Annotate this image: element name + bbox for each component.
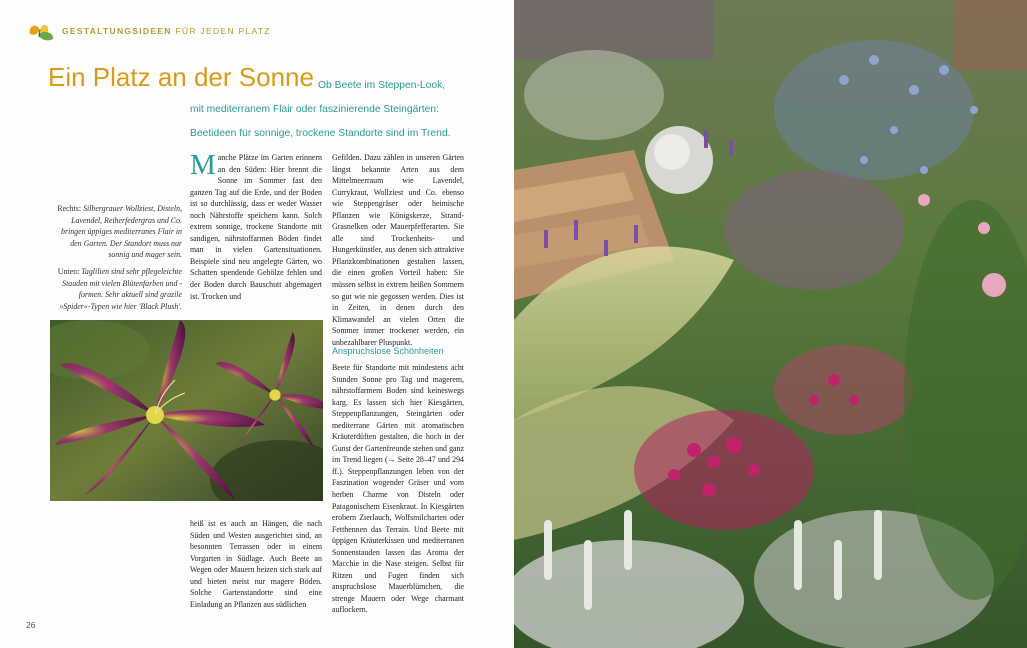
garden-photo [514,0,1027,648]
daylily-photo [50,320,323,501]
page-number: 26 [26,620,36,630]
caption-right: Rechts: Silbergrauer Wollziest, Disteln, Lavendel, Reiherfedergras und Co. bringen üppiges mediterranes Flair in den Garten. Der Standort muss nur sonnig und mager sein. [57,204,182,259]
lead-line-3: Beetideen für sonnige, trockene Standorte sind im Trend. [190,128,451,139]
section-header [26,20,271,42]
lead-line-1: Ob Beete im Steppen-Look, [318,80,446,91]
dropcap: M [190,149,216,181]
subheading: Anspruchslose Schönheiten [332,346,444,356]
section-kicker: GESTALTUNGSIDEEN FÜR JEDEN PLATZ [62,26,271,36]
butterfly-leaf-icon [26,20,56,42]
page-title: Ein Platz an der Sonne [48,62,314,92]
body-column-1-top: Manche Plätze im Garten erinnern an den Süden: Hier brennt die Sonne im Sommer fast den ganzen Tag auf die Erde, und der Boden ist so durchlässig, dass er weder Wasser noch Nährstoffe speichern kann. Solch extrem sonnige, trockene Standorte mit sandigen, nährstoffarmen Böden findet man in vielen Gartensituationen. Beispiele sind neu angelegte Gärten, wo Schatten spendende Gehölze fehlen und der Boden durch Bauschutt abgemagert ist. Trocken und [190,149,322,301]
body-column-1-bottom: heiß ist es auch an Hängen, die nach Süden und Westen ausgerichtet sind, an besonnten Terrassen oder in einem Vorgarten in Südlage. Auch Beete an Wegen oder Mauern heizen sich stark auf und bieten meist nur magere Böden. Solche Gartenstandorte sind eine Einladung an Pflanzen aus südlichen [190,519,322,609]
caption-below: Unten: Taglilien sind sehr pflegeleichte Stauden mit vielen Blütenfarben und -formen. Sehr aktuell sind grazile »Spider«-Typen wie hier 'Black Plush'. [57,267,182,311]
body-column-2-bottom: Beete für Standorte mit mindestens acht Stunden Sonne pro Tag und magerem, nährstoffarmem Boden sind keineswegs karg. Es lassen sich hier Kiesgärten, Steppenpflanzungen, Steingärten oder mediterrane Gärten mit aromatischen Kräuterdüften gestalten, die hoch in der Gunst der Gartenfreunde stehen und ganz im Trend liegen (→ Seite 28–47 und 294 ff.). Steppenpflanzungen leben von der Faszination wogender Gräser und vom herben Charme von Disteln oder Patagonischem Eisenkraut. In Kiesgärten erobern Zierlauch, Wolfsmilcharten oder Fetthennen das Terrain. Und Beete mit üppigen Kräuterkissen und mediterranen Sonnenstauden lassen das Aroma der Macchie in die Nase steigen. Selbst für Ritzen und Fugen finden sich anspruchslose Mauerblümchen, die strenge Mauern oder Wege charmant auflockern. [332,363,464,615]
lead-line-2: mit mediterranem Flair oder faszinierende Steingärten: [190,104,439,115]
body-column-2-top: Gefilden. Dazu zählen in unseren Gärten längst bekannte Arten aus dem Mittelmeerraum wie Lavendel, Currykraut, Wollziest und Co. ebenso wie Steppengräser oder heimische Pflanzen wie Königskerze, Strand-Grasnelken oder Mauerpfefferarten. Sie alle sind Trockenheits- und Hungerkünstler, aus denen sich attraktive Pflanzkombinationen gestalten lassen, die einen großen Vorteil haben: Sie müssen selbst in extrem heißen Sommern so gut wie nie gegossen werden. Dies ist in Zeiten, in denen durch den Klimawandel an vielen Orten die Sommer immer trockener werden, ein unbezahlbarer Pluspunkt. [332,153,464,347]
